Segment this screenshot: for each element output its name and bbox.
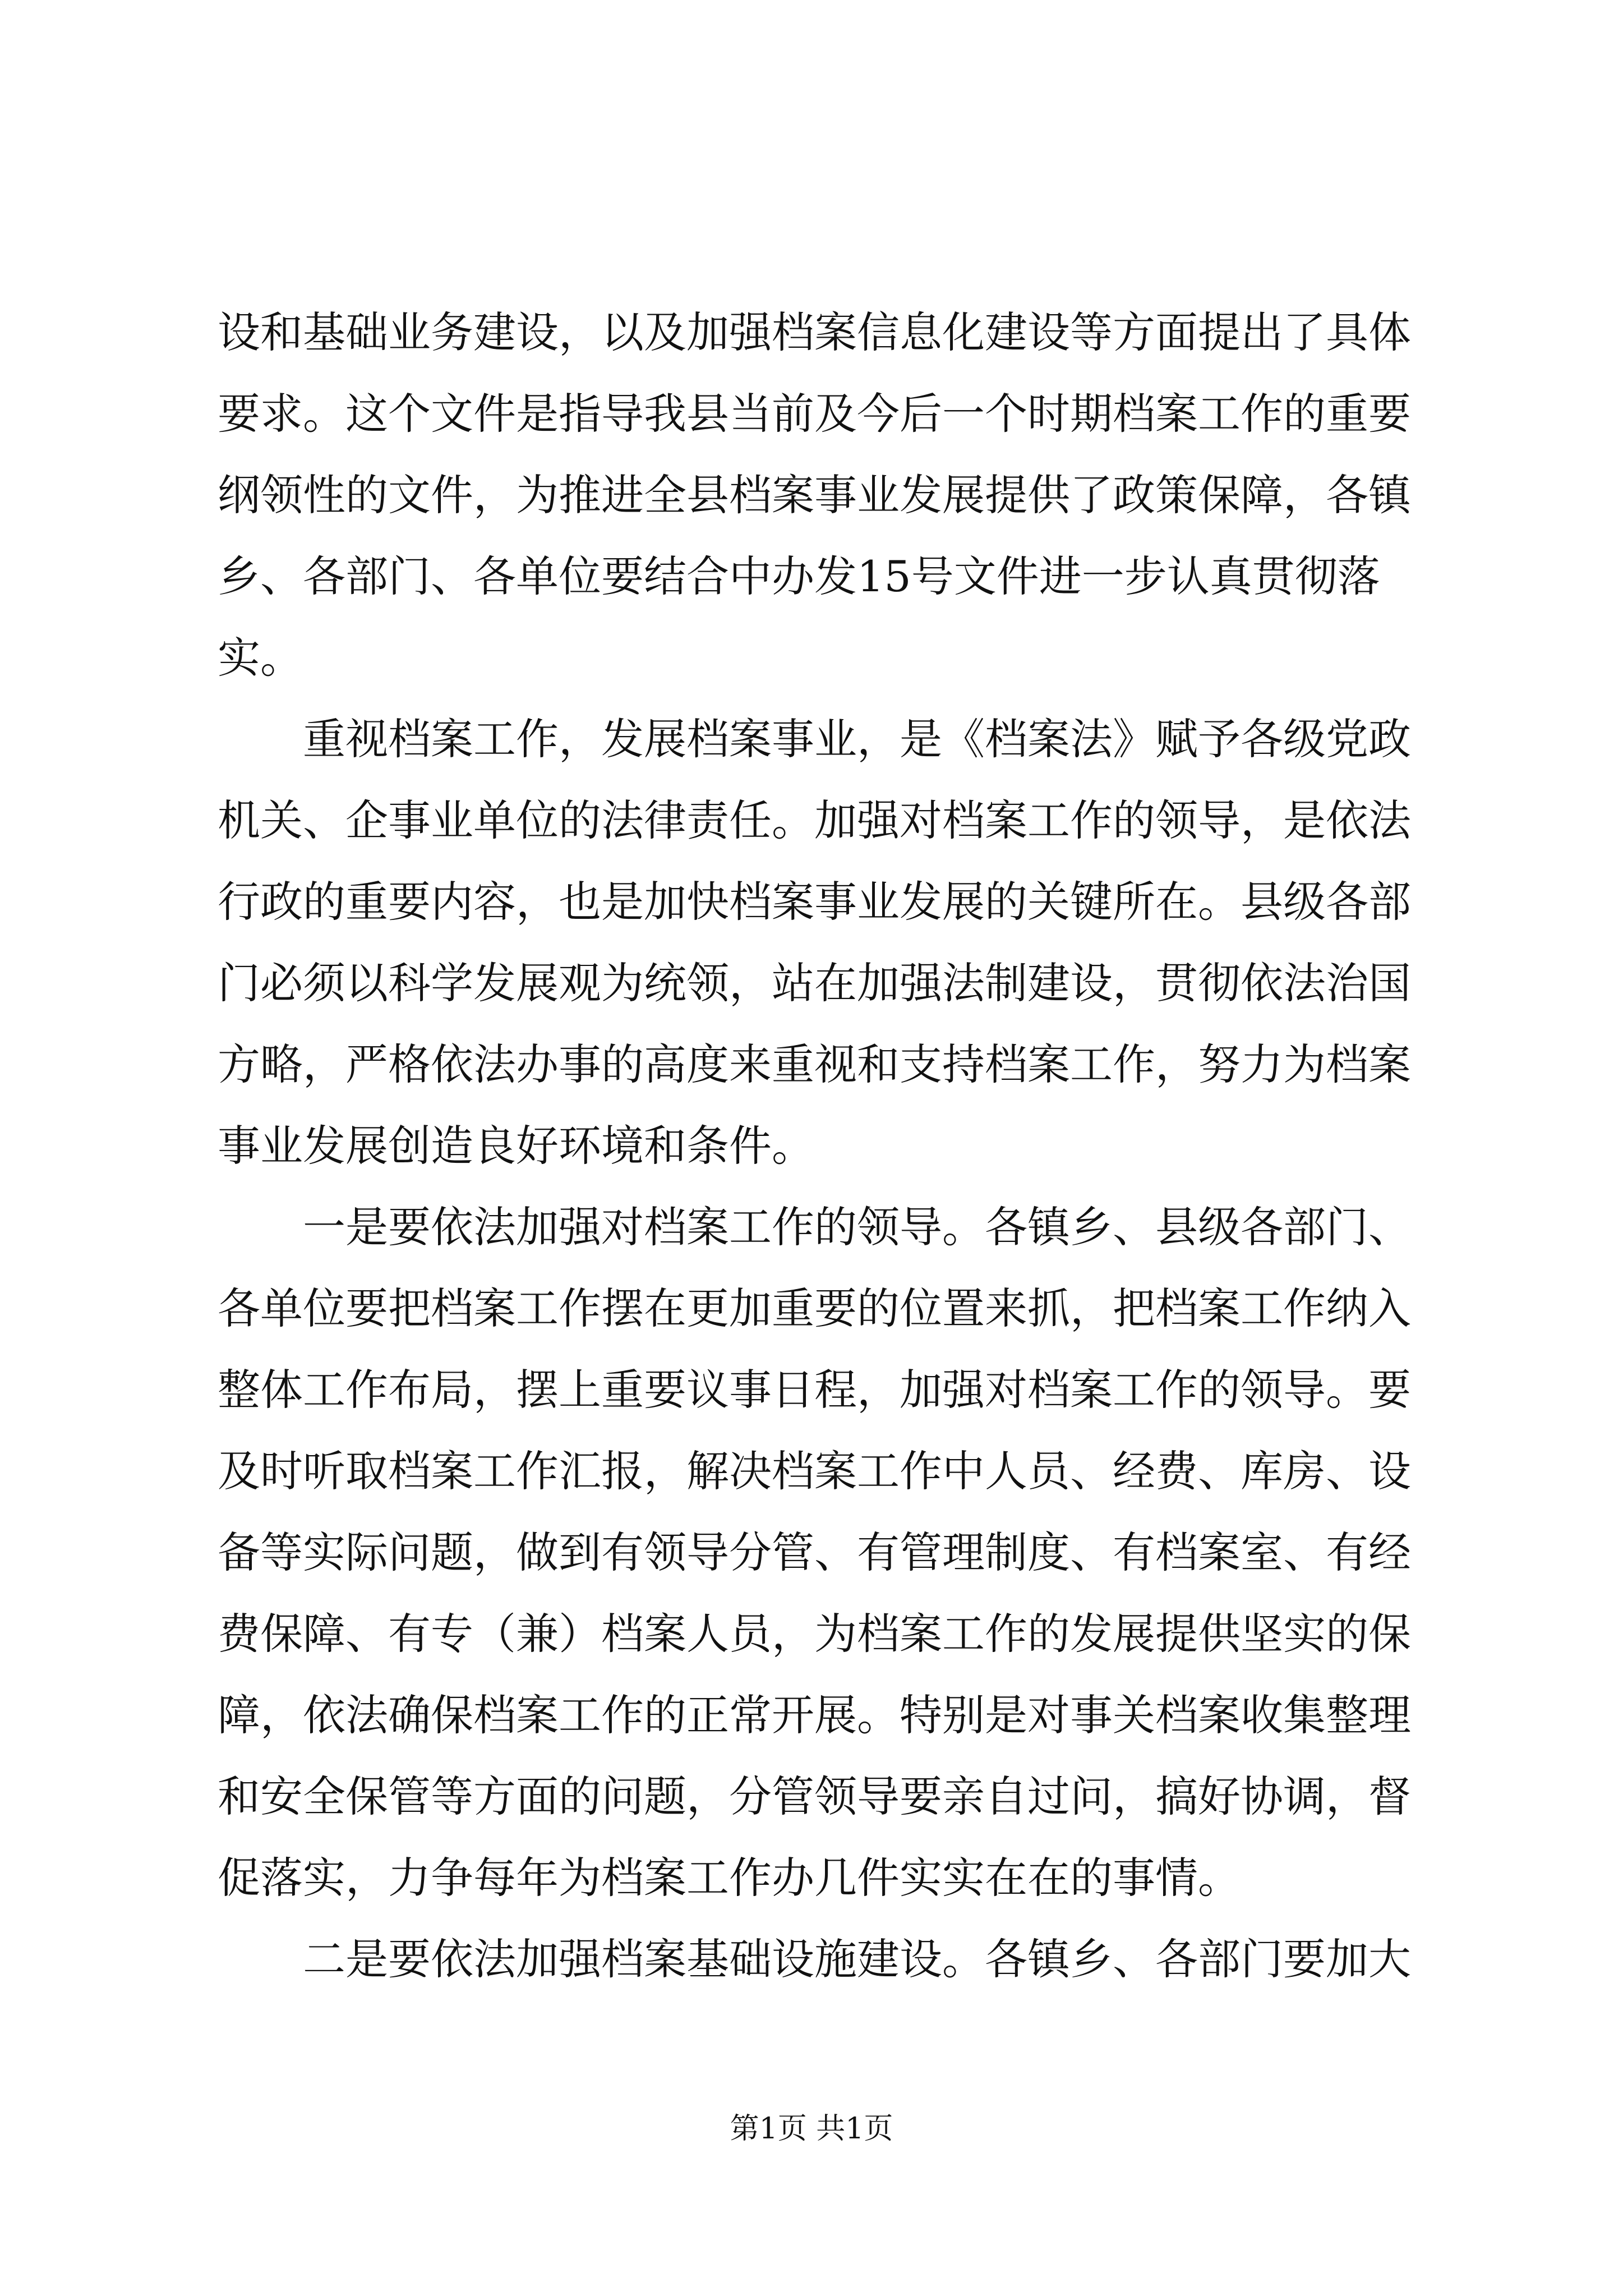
text-line: 乡、各部门、各单位要结合中办发15号文件进一步认真贯彻落 bbox=[218, 551, 1380, 601]
text-line: 设和基础业务建设，以及加强档案信息化建设等方面提出了具体 bbox=[218, 307, 1411, 357]
text-line: 各单位要把档案工作摆在更加重要的位置来抓，把档案工作纳入 bbox=[218, 1283, 1411, 1333]
text-line: 二是要依法加强档案基础设施建设。各镇乡、各部门要加大 bbox=[218, 1934, 1411, 1984]
text-line: 方略，严格依法办事的高度来重视和支持档案工作，努力为档案 bbox=[218, 1039, 1411, 1089]
text-line: 实。 bbox=[218, 633, 303, 683]
text-line: 要求。这个文件是指导我县当前及今后一个时期档案工作的重要 bbox=[218, 389, 1411, 439]
text-line: 和安全保管等方面的问题，分管领导要亲自过问，搞好协调，督 bbox=[218, 1772, 1411, 1821]
text-line: 机关、企事业单位的法律责任。加强对档案工作的领导，是依法 bbox=[218, 795, 1411, 845]
text-line: 备等实际问题，做到有领导分管、有管理制度、有档案室、有经 bbox=[218, 1527, 1411, 1577]
text-line: 整体工作布局，摆上重要议事日程，加强对档案工作的领导。要 bbox=[218, 1365, 1411, 1415]
text-line: 障，依法确保档案工作的正常开展。特别是对事关档案收集整理 bbox=[218, 1690, 1411, 1740]
page-footer bbox=[0, 2109, 1623, 2148]
text-line: 重视档案工作，发展档案事业，是《档案法》赋予各级党政 bbox=[218, 714, 1411, 764]
text-line: 门必须以科学发展观为统领，站在加强法制建设，贯彻依法治国 bbox=[218, 958, 1411, 1008]
document-body bbox=[218, 292, 1412, 2000]
text-line: 一是要依法加强对档案工作的领导。各镇乡、县级各部门、 bbox=[218, 1202, 1411, 1252]
text-line: 促落实，力争每年为档案工作办几件实实在在的事情。 bbox=[218, 1853, 1241, 1903]
text-line: 行政的重要内容，也是加快档案事业发展的关键所在。县级各部 bbox=[218, 877, 1411, 927]
text-line: 纲领性的文件，为推进全县档案事业发展提供了政策保障，各镇 bbox=[218, 470, 1411, 520]
text-line: 事业发展创造良好环境和条件。 bbox=[218, 1121, 814, 1171]
text-line: 费保障、有专（兼）档案人员，为档案工作的发展提供坚实的保 bbox=[218, 1609, 1411, 1659]
text-line: 及时听取档案工作汇报，解决档案工作中人员、经费、库房、设 bbox=[218, 1446, 1411, 1496]
page-number-label: 第1页 共1页 bbox=[730, 2112, 893, 2146]
